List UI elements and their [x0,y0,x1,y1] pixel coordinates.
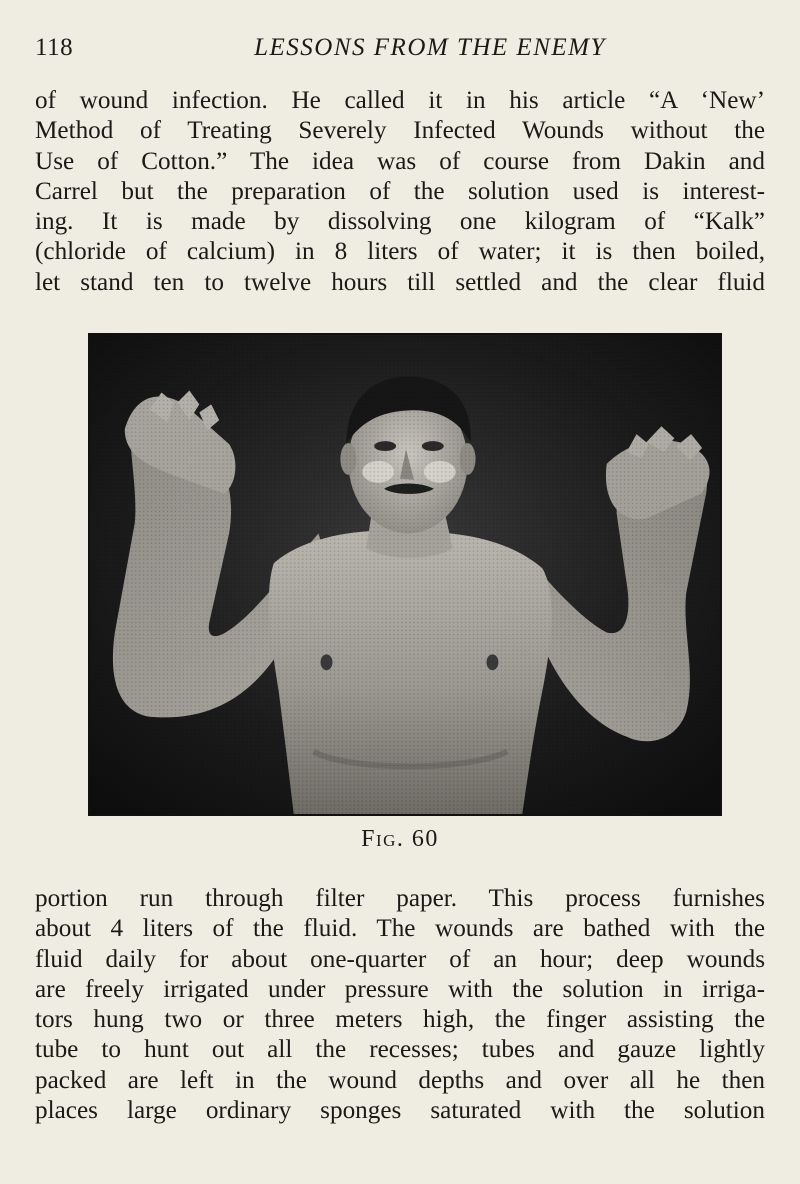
paragraph-bottom [35,884,765,1126]
text-line: tors hung two or three meters high, the finger assisting the [35,1006,765,1034]
page-header [35,34,765,64]
text-line: places large ordinary sponges saturated with the solution [35,1097,765,1125]
photograph-illustration [90,335,720,814]
text-line: Use of Cotton.” The idea was of course from Dakin and [35,147,765,175]
running-head: LESSONS FROM THE ENEMY [254,34,606,61]
text-line: about 4 liters of the fluid. The wounds are bathed with the [35,915,765,943]
figure-photograph [88,333,722,816]
page-number: 118 [35,34,74,61]
text-line: of wound infection. He called it in his article “A ‘New’ [35,87,765,114]
text-line: packed are left in the wound depths and over all he then [35,1066,765,1094]
text-line: Carrel but the preparation of the solution used is interest- [35,177,765,205]
text-line: tube to hunt out all the recesses; tubes and gauze lightly [35,1036,765,1064]
text-line: let stand ten to twelve hours till settled and the clear fluid [35,268,765,296]
text-line: are freely irrigated under pressure with the solution in irriga- [35,975,765,1003]
paragraph-top [35,86,765,298]
text-line: ing. It is made by dissolving one kilogram of “Kalk” [35,208,765,236]
text-line: portion run through filter paper. This process furnishes [35,885,765,912]
text-line: (chloride of calcium) in 8 liters of water; it is then boiled, [35,238,765,266]
halftone-overlay [90,335,720,814]
text-line: Method of Treating Severely Infected Wounds without the [35,117,765,145]
figure-caption: Fig. 60 [361,826,439,852]
text-line: fluid daily for about one-quarter of an hour; deep wounds [35,945,765,973]
